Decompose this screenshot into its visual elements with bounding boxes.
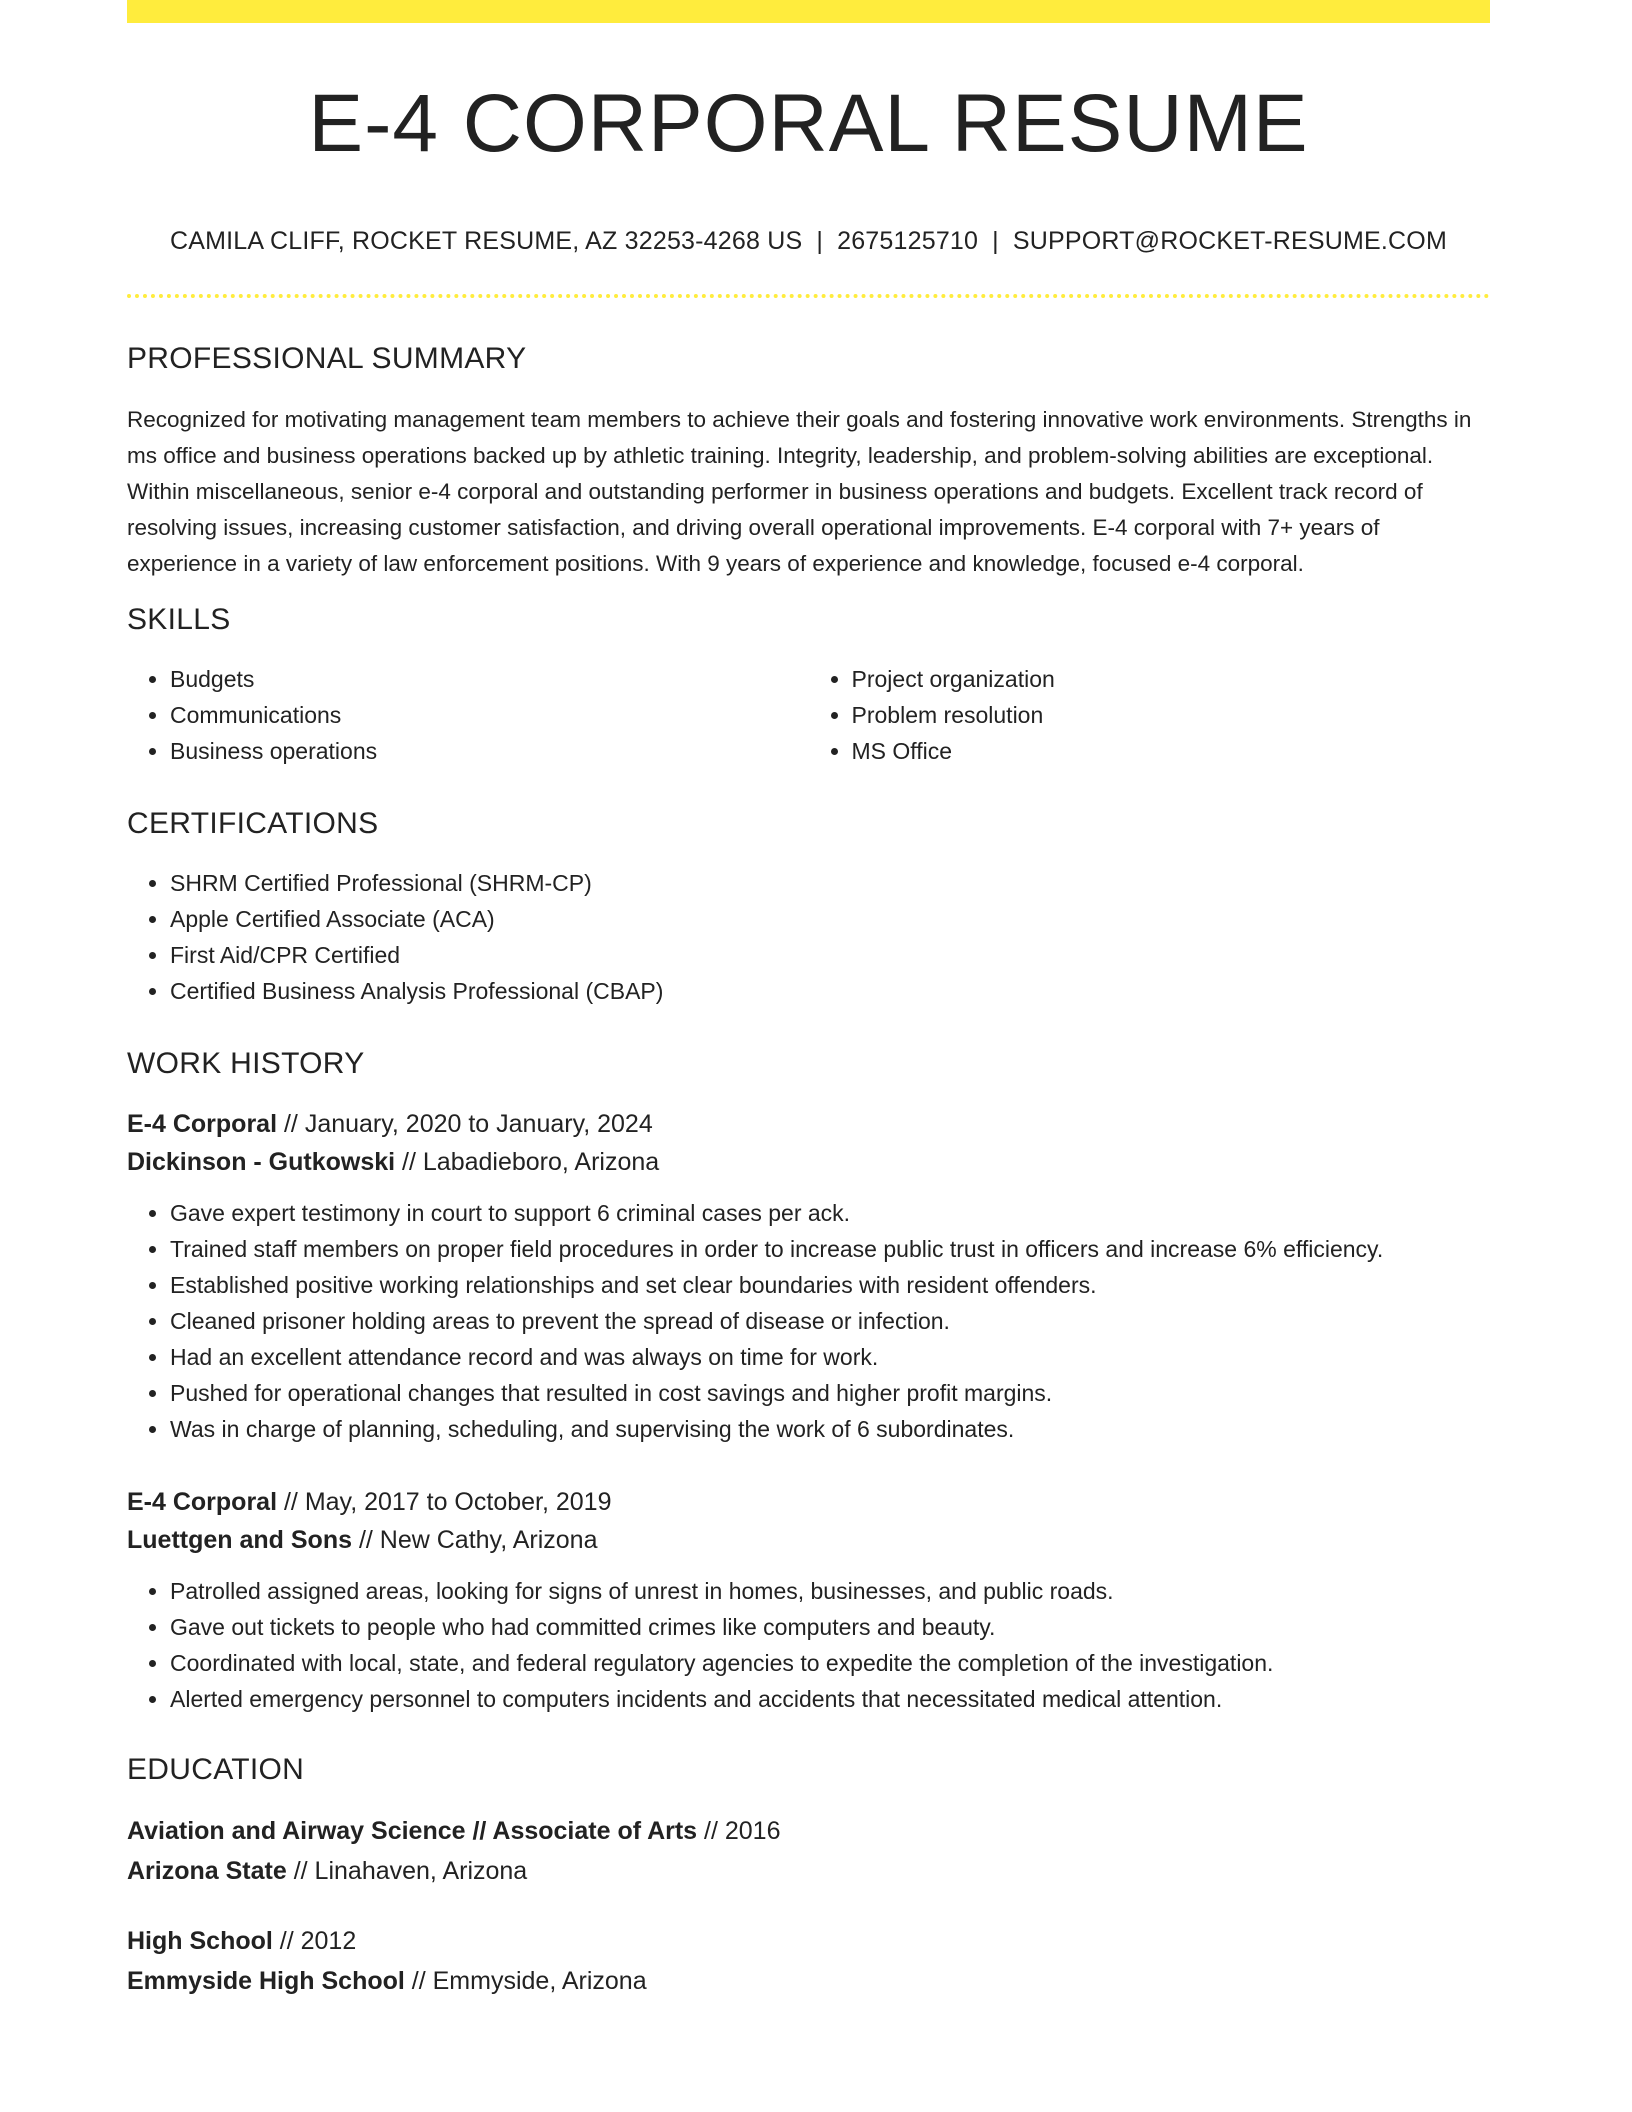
education-school: Arizona State bbox=[127, 1856, 287, 1885]
section-heading-skills: SKILLS bbox=[127, 602, 231, 636]
education-year: // 2016 bbox=[697, 1816, 781, 1845]
section-heading-work-history: WORK HISTORY bbox=[127, 1046, 365, 1080]
skill-item: • Project organization bbox=[852, 661, 1491, 697]
summary-text: Recognized for motivating management team members to achieve their goals and fostering innovative work environments. Strengths in ms office and business operations backed up by athletic training. Integrity, leadership, and problem-solving abilities are exceptional. Within miscellaneous, senior e-4 corporal and outstanding performer in business operations and budgets. Excellent track record of resolving issues, increasing customer satisfaction, and driving overall operational improvements. E-4 corporal with 7+ years of experience in a variety of law enforcement positions. With 9 years of experience and knowledge, focused e-4 corporal. bbox=[127, 407, 1472, 576]
education-degree-line bbox=[127, 1811, 1490, 1851]
section-heading-summary: PROFESSIONAL SUMMARY bbox=[127, 342, 527, 375]
education-school-line bbox=[127, 1851, 1490, 1891]
contact-phone: 2675125710 bbox=[837, 227, 979, 255]
job-bullet: • Had an excellent attendance record and was always on time for work. bbox=[170, 1339, 1490, 1375]
certification-item: • Apple Certified Associate (ACA) bbox=[170, 901, 1490, 937]
job-title: E-4 Corporal bbox=[127, 1109, 278, 1138]
job-bullet: • Trained staff members on proper field procedures in order to increase public trust in officers and increase 6% efficiency. bbox=[170, 1231, 1490, 1267]
job-location: // New Cathy, Arizona bbox=[352, 1525, 598, 1554]
job-dates: // May, 2017 to October, 2019 bbox=[277, 1487, 612, 1516]
section-heading-education: EDUCATION bbox=[127, 1752, 305, 1786]
top-accent-bar bbox=[127, 0, 1490, 23]
job-bullet: • Gave out tickets to people who had committed crimes like computers and beauty. bbox=[170, 1609, 1490, 1645]
resume-title: E-4 CORPORAL RESUME bbox=[308, 78, 1309, 169]
job-title: E-4 Corporal bbox=[127, 1487, 278, 1516]
contact-separator: | bbox=[816, 227, 824, 255]
skill-item: • MS Office bbox=[852, 733, 1491, 769]
contact-separator: | bbox=[992, 227, 999, 255]
skill-item: • Communications bbox=[170, 697, 809, 733]
job-bullets bbox=[127, 1195, 1490, 1447]
job-bullet: • Was in charge of planning, scheduling, and supervising the work of 6 subordinates. bbox=[170, 1411, 1490, 1447]
job-location: // Labadieboro, Arizona bbox=[395, 1147, 660, 1176]
education-degree: High School bbox=[127, 1926, 273, 1955]
work-history-section bbox=[127, 1046, 1490, 1717]
skills-section bbox=[127, 602, 1490, 769]
job-entry bbox=[127, 1105, 1490, 1447]
job-bullet: • Pushed for operational changes that resulted in cost savings and higher profit margins. bbox=[170, 1375, 1490, 1411]
education-location: // Emmyside, Arizona bbox=[404, 1966, 647, 1995]
job-bullet: • Cleaned prisoner holding areas to prevent the spread of disease or infection. bbox=[170, 1303, 1490, 1339]
skills-list-left bbox=[127, 661, 809, 769]
contact-line bbox=[127, 227, 1490, 256]
contact-address: CAMILA CLIFF, ROCKET RESUME, AZ 32253-4268 US bbox=[170, 227, 803, 255]
education-school-line bbox=[127, 1961, 1490, 2001]
job-title-line bbox=[127, 1483, 1490, 1521]
skills-columns bbox=[127, 661, 1490, 769]
job-bullet: • Gave expert testimony in court to support 6 criminal cases per ack. bbox=[170, 1195, 1490, 1231]
job-entry bbox=[127, 1483, 1490, 1717]
certification-item: • First Aid/CPR Certified bbox=[170, 937, 1490, 973]
education-entry bbox=[127, 1921, 1490, 2001]
education-school: Emmyside High School bbox=[127, 1966, 405, 1995]
skills-list-right bbox=[809, 661, 1491, 769]
education-degree-line bbox=[127, 1921, 1490, 1961]
dotted-divider bbox=[127, 294, 1490, 298]
skill-item: • Business operations bbox=[170, 733, 809, 769]
education-degree: Aviation and Airway Science // Associate of Arts bbox=[127, 1816, 698, 1845]
job-company: Dickinson - Gutkowski bbox=[127, 1147, 396, 1176]
education-location: // Linahaven, Arizona bbox=[286, 1856, 528, 1885]
education-entry bbox=[127, 1811, 1490, 1891]
job-bullets bbox=[127, 1573, 1490, 1717]
resume-page bbox=[127, 0, 1490, 2001]
summary-section bbox=[127, 344, 1490, 582]
certification-item: • SHRM Certified Professional (SHRM-CP) bbox=[170, 865, 1490, 901]
education-section bbox=[127, 1752, 1490, 2001]
job-bullet: • Coordinated with local, state, and federal regulatory agencies to expedite the completion of the investigation. bbox=[170, 1645, 1490, 1681]
job-bullet: • Alerted emergency personnel to computers incidents and accidents that necessitated medical attention. bbox=[170, 1681, 1490, 1717]
certification-item: • Certified Business Analysis Professional (CBAP) bbox=[170, 973, 1490, 1009]
job-company-line bbox=[127, 1521, 1490, 1559]
skill-item: • Problem resolution bbox=[852, 697, 1491, 733]
certifications-list bbox=[127, 865, 1490, 1009]
skill-item: • Budgets bbox=[170, 661, 809, 697]
education-year: // 2012 bbox=[272, 1926, 357, 1955]
job-title-line bbox=[127, 1105, 1490, 1143]
job-company-line bbox=[127, 1143, 1490, 1181]
section-heading-certifications: CERTIFICATIONS bbox=[127, 806, 379, 840]
contact-email: SUPPORT@ROCKET-RESUME.COM bbox=[1012, 227, 1447, 255]
job-dates: // January, 2020 to January, 2024 bbox=[277, 1109, 653, 1138]
job-bullet: • Patrolled assigned areas, looking for signs of unrest in homes, businesses, and public roads. bbox=[170, 1573, 1490, 1609]
job-bullet: • Established positive working relationships and set clear boundaries with resident offenders. bbox=[170, 1267, 1490, 1303]
job-company: Luettgen and Sons bbox=[127, 1525, 352, 1554]
certifications-section bbox=[127, 806, 1490, 1009]
